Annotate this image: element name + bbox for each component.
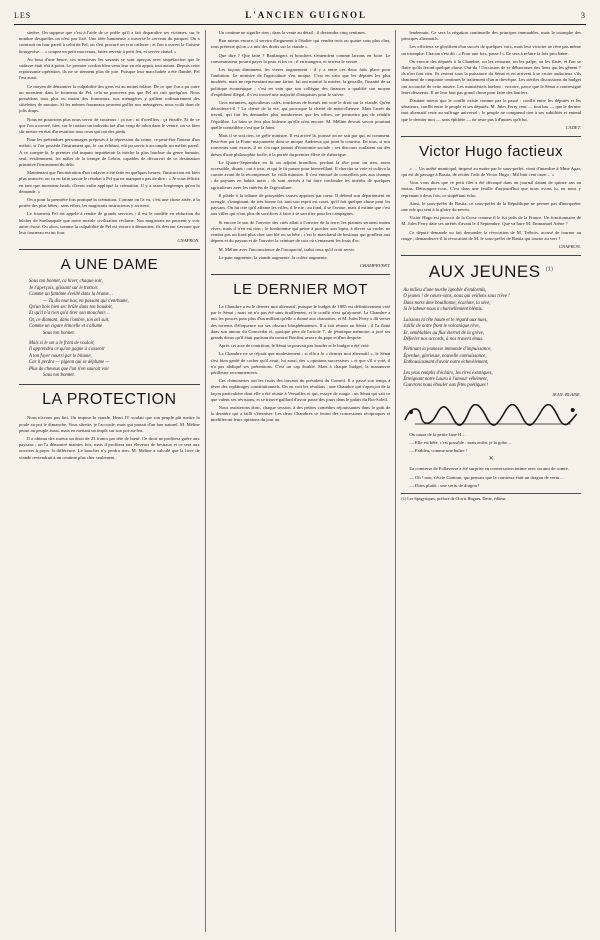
poem-line: Comme un fantôme éveillé dans la brume… xyxy=(29,292,113,298)
heading-aux-jeunes-text: AUX JEUNES xyxy=(428,262,541,282)
article-paragraph: Le pain augmente, la viande augmente, la colère augmente. xyxy=(218,254,328,260)
poem-aux-jeunes xyxy=(403,288,581,390)
poem-line: Mais si le sot a le front de vouloir, xyxy=(29,340,95,346)
poem-line: Les yeux remplis d'éclairs, les rires extatiques, xyxy=(403,370,493,376)
poem-line: Sous ton bonnet. xyxy=(43,330,75,336)
poem-a-une-dame xyxy=(29,279,200,379)
poem-line: Piétinant la jeunesse immonde d'impuissance, xyxy=(403,347,492,353)
column-2 xyxy=(205,30,396,932)
columns xyxy=(14,30,586,932)
poem-line: Jaillir de notre front le volcanique rêve, xyxy=(403,324,480,330)
poem-line: Plus de cheveux que l'on n'en saurait voir xyxy=(29,366,110,372)
heading-aux-jeunes xyxy=(401,262,581,282)
divider xyxy=(19,249,200,250)
poem-signature: JEAN. BLAISE. xyxy=(552,391,581,397)
article-paragraph: Le fourneau Pel est appelé à rendre de grands services ; il est le modèle en réduction du bûcher de Sardanapale que notre morale civilisation réclame. Nos magistrats ne peuvent y voir autre chose. Ou alors, comme la culpabilité de Pel est encore à démontrer, ils devront s'avouer que leur fourneau est un four. xyxy=(19,211,200,236)
masthead xyxy=(14,6,586,25)
poem-line: Comme un cigare étincelle et s'allume xyxy=(29,324,103,330)
ornament-heading-icon xyxy=(401,404,581,428)
poem-line: Étreignant notre Laura à l'amour véhément, xyxy=(403,376,488,382)
article-paragraph: On a pour la première fois pratiqué la crémation. Comme on l'a vu, c'est une chose aisée, à la portée des plus bêtes ; sans effort, les magistrats instructeurs y arrivent. xyxy=(19,197,200,209)
poem-line: Déferler nos accords, à nos travers émus. xyxy=(403,336,484,342)
article-signature: CHAMPEVERT. xyxy=(359,262,391,268)
poem-line: Éperdue, glorieuse, nouvelle connaissance, xyxy=(403,353,487,359)
poem-line: Si le labeur nous a charnellement blêmis. xyxy=(403,307,483,313)
divider xyxy=(401,136,581,137)
article-paragraph: On cause de la petite Jane H… xyxy=(409,431,466,437)
poem-line: — Tu dis tout bas, en passant qui s'enrhume, xyxy=(43,298,129,304)
article-paragraph: Un centime ne signifie rien ; dans la vente au détail : il deviendra cinq centimes. xyxy=(218,30,367,35)
article-paragraph: Victor Hugo est proscrit de la Corse comme il le fut jadis de la France. Un fonctionnaire de M. Jules Ferry date ses arrêtés d'avant le 4 Septembre. Que va faire M. Emmanuel Arène ? xyxy=(401,215,581,227)
article-signature: GNAFRON. xyxy=(177,238,200,244)
poem-line: Laissons la tête haute et le regard aux nues, xyxy=(403,317,488,323)
article-paragraph: Que dire ? Que faire ? Boulangers et bouchers s'entendent comme larrons en foire. Le consommateur pourra payer la peau et les os ; il en mangera, et serrera le ventre. xyxy=(210,52,391,64)
article-paragraph: Les façons diminuent, les vivres augmentent : il y a entre ces deux faits place pour l'ambition. Le ministre de l'agriculture s'en moque. C'est en vain que les députés les plus modérés, mais ne représentant aucune farine, lui ont montré la misère, la grisaille, l'inanité de sa politique économique ; c'est en vain que son collègue des finances a qualifié son moyen d'expédient illégal, il s'est trouvé une majorité d'iniquistes pour le suivre. xyxy=(210,67,391,97)
article-paragraph: On envoie des députés à la Chambre, on les retourne, on les palpe, on les flatte, et l'on se flatte qu'ils feront quelque chose. Oui-da ! l'occasion de se débarrasser des liens qui les gênent ? ils n'en font rien. Ils restent sous la puissance du Sénat et en arrivent à se croire audacieux s'ils dominent de cinquante centimes le traitement d'un archevêque. Les stériles discussions du budget ont accouché de cette misère. Les ministériels hurlent : victoire, parce que le Sénat a contresigné leurs désaveux. Il ne leur faut pas grand chose pour faire des lauriers. xyxy=(401,58,581,95)
poem-line: Qu'un bois bien sec brûle dans ton boudoir, xyxy=(29,304,113,310)
poem-line: Et qu'il n'a rien qu'à tirer son mouchoir… xyxy=(29,311,110,317)
article-paragraph: Vous vous dites que ce petit filet a été découpé dans un journal datant de quinze ans au moins. Détrompez-vous. C'est dans une feuille d'aujourd'hui que nous avons lu, en nous y reprenant à deux fois, ce stupéfiant écho. xyxy=(401,180,581,198)
article-paragraph: — Dites plutôt : une vertu de dragon ! xyxy=(409,482,480,488)
divider xyxy=(211,274,391,275)
poem-line: Car il perdra — pigeon qui se déplume — xyxy=(29,360,110,366)
poem-line: A ton foyer nourri par le bitume, xyxy=(29,353,92,359)
article-paragraph: Nous n'avons pas fini. On impose la viande. Henri IV voulait que son peuple pût mettre la poule au pot le dimanche. Vous sûrette, je l'accorde, mais qui partait d'un bon naturel. M. Méline pense au peuple aussi, mais en mettant un impôt sur son pot-au-feu. xyxy=(19,415,200,433)
poem-line: Au milieu d'une tourbe ignoble d'endormis, xyxy=(403,288,487,294)
article-paragraph: Maintenant que l'incinération d'un cadavre a été faite en quelques heures, l'instruction est bien plus avancée, on va en faire savoir le résultat à Pel qui ne manquera pas de dire : « Je vous félicite en tant que monsieur hardi, d'avoir enfin appliqué la crémation. Il y a assez longtemps qu'on la demande. » xyxy=(19,170,200,194)
article-signature: CADET. xyxy=(565,124,581,130)
article-paragraph: Ainsi, le sous-préfet de Bastia, ce sous-préfet de la République ne permet pas d'interpréter une ode qui sent à la gloire du neveu. xyxy=(401,200,581,213)
article-paragraph: Il a obtenu des rureux un droit de 25 francs par tête de bœuf. Ce droit ne profitera guère aux paysans ; on l'a démontré maintes fois, mais il profitera aux éleveurs de bestiaux et ce sera aux ouvriers à payer la différence. Le boucher n'y perdra rien. M. Méline a calculé que la livre de viande reviendrait à un centime plus cher seulement. xyxy=(19,436,200,460)
article-paragraph: D'autant mieux que le conflit existe comme par le passé : conflit entre les députés et les sénateurs, conflit entre le peuple et ses députés. M. Jules Ferry veut — tout bas — que le dernier mot alternatif reste au suffrage universel ; le peuple ne comprend rien à ses subtilités et entend que le dernier mot — sans épithète — ne reste pas à d'autres qu'à lui. xyxy=(401,98,581,122)
poem-line: Sous ton bonnet. xyxy=(43,372,75,378)
article-paragraph: Les officieux se glorifient d'un succès de quelques voix, mais leur victoire ne rêve pas même un triomphe. Chacun s'est dit : « Pour une fois, passe ! » Ce sera à refaire la fois prochaine. xyxy=(401,44,581,56)
separator-x: ✕ xyxy=(488,456,494,463)
article-paragraph: — Elle est bête, c'est possible : mais enfin, je la gobe… xyxy=(409,439,512,445)
article-paragraph: La Chambre ne se réjouit que modestement ; si elle a le « dernier mot alternatif », le Sénat s'est bien gardé de cacher qu'il avait, lui aussi, des « opinions successives » et que s'il a voté, il n'a pas abdiqué ses prétentions. C'est un cap doublé. Mais à chaque budget, la manœuvre périlleuse recommencera. xyxy=(210,351,391,375)
masthead-left: LES xyxy=(14,10,32,20)
page-number: 3 xyxy=(581,10,586,20)
article-paragraph: — Parbleu, comme une huître ! xyxy=(409,448,468,454)
heading-la-protection: LA PROTECTION xyxy=(42,391,177,409)
article-paragraph: — Oh ! non, s'écrie Gontran, qui pensais que la comtesse était un dragon de vertu… xyxy=(409,474,564,480)
article-paragraph: Il plaide à la tribune de pitoyables causes apprises par cœur. Il défend son département en aveugle, s'imaginant, de très bonne foi, tant son esprit est court, qu'il fait quelque chose pour les paysans. On lui crie qu'il affame les villes, il le nie ; au fond, il se l'avoue, mais il estime que c'est aux villes qui n'ont plus de sacrifices à faire à se sacrifier pour les campagnes. xyxy=(210,192,391,217)
article-paragraph: Mais il se soit rien, ce grêle ministre. Il est arrivé là, poussé on ne sait par qui, ni comment. Peut-être par la Franc-maçonnerie dont se moque Andrieux qui joint la courtisa. En tous, si nos souvenirs sont exacts, il ne s'occupa jamais d'économie sociale ; ses discours roulaient sur des thèses d'une philosophie facile, à la portée du premier élève de rhétorique. xyxy=(210,133,391,157)
poem-line: Il apprendra ce qu'on gagne à s'asseoir xyxy=(29,347,105,353)
footnote: (1) Les Spagyriques, préface de Clovis Hugues, Deste, éditeur. xyxy=(401,493,581,502)
poem-line: Je t'aperçois, glissant sur le trottoir. xyxy=(29,285,99,291)
article-paragraph: La Chambre a eu le dernier mot alternatif, puisque le budget de 1885 est définitivement voté par le Sénat ; mais on n'a pas été sans tiraillement, et le conflit n'est qu'ajourné. La Chambre a mis les pouces pour plus d'un million qu'elle a donné aux chanoines, et M. Jules Ferry a dû verser des torrents d'éloquence sur ses obscurs blasphémateurs. Il a fait réussir au Sénat ; il l'a flatté dans son amour du Concordat et, quoique père de l'article 7, de jésuitique mémoire, a juré ses grands dieux qu'il était partisan du contrat Bonfim, œuvre du pape et d'un despote. xyxy=(210,303,391,340)
poem-line: Dans notre âme bouillonne, écarlate, la sève, xyxy=(403,300,491,306)
article-paragraph: « … Un arrêté municipal, imposé au maire par le sous-préfet, vient d'interdire à Mme Agar, qui est de passage à Bastia, de réciter l'ode de Victor Hugo : Mil huit cent onze… » xyxy=(401,165,581,178)
heading-a-une-dame: A UNE DAME xyxy=(60,256,159,274)
poem-line: Couvrons nous ébouler aux fêtes poétiques ! xyxy=(403,383,489,389)
heading-victor-hugo-factieux: Victor Hugo factieux xyxy=(419,142,564,160)
poem-line: O jeunes ! de cœurs-sons, nous qui veillons sous trêve ! xyxy=(403,294,510,300)
article-paragraph: lendemain. Ce sera la négation continuelle des principes immuables, mais le triomphe des principes alternatifs. xyxy=(401,30,581,42)
calligraphic-ornament-icon xyxy=(401,404,581,428)
article-paragraph: La comtesse de Follavesse a été surprise en conversation intime avec un ami de comte. xyxy=(409,466,569,472)
heading-le-dernier-mot: LE DERNIER MOT xyxy=(233,280,368,298)
column-3 xyxy=(395,30,586,932)
poem-line: Or, ce diamant, dans l'ombre, ton œil suit, xyxy=(29,317,110,323)
article-paragraph: Bon mieux encore, il servira d'argument à l'étalier qui vendra trois ou quatre sous plus cher, sous prétexte qu'on « a mis des droits sur la viande ». xyxy=(210,38,391,50)
poem-line: Enthousiasmant d'avoir notre échevèlement, xyxy=(403,360,489,366)
article-paragraph: Si encore le son de l'ouvrier des cités allait à l'ouvrier de la terre, les plaintes seraient moins vives, mais il n'en est rien ; le bonhomme qui peine à piocher son lopin, à élever sa vache, ne vendra pas un liard plus cher son blé ou sa bête ; c'est le marchand de bestiaux qui gonflera aux dépens et du paysan et de l'ouvrier la ceinture de cuir où s'entassent les louis d'or. xyxy=(210,219,391,244)
article-paragraph: Après cet acte de contrition, le Sénat se pouvait pas bouder et le budget a été voté. xyxy=(218,343,370,349)
article-paragraph: Au bout d'une heure, ces messieurs les savants se sont aperçus avec stupéfaction que le cadavre était rôti à point. Le premier cordon bleu venu leur en eût appris tout autant. Depuis cette repoussante opération, ils ne se tiennent plus de joie. Puisque leur macchabée a été flambé, Pel l'est aussi. xyxy=(19,56,200,81)
article-paragraph: M. Méline avec l'inconscience de l'incapacité, trahit ceux qu'il croit servir. xyxy=(218,246,355,252)
article-paragraph: Le Quatre-Septembre en fit un adjoint bronillon, perdant la tête pour un rien, assez accessible, disant : oui à tous, et qui le fit passer pour bienveillant. Il chercha sa voie et cultiva la carotte avant de la récompenser. Le voilà ministre. Il s'est entouré de conseillers pris aux champs ; de paysans en habits noirs ; ils sont arrivés à lui faire confondre les intérêts de quelques agriculteurs avec les intérêts de l'agriculture. xyxy=(210,159,391,190)
article-paragraph: Pour les prétendues personnages préposés à la répression du crime, ce peut-être l'auteur d'un méfait, si l'on possède l'instrument qui, le cas échéant, eût pu servir à accomplir un méfait pareil. A ce compte-là, le premier rôd impuni inquiéterait la mèche la plus lauchue du genre humain, seul, évidemment, les mâles de la trempe de Lebon, capables de découvrir de ce destination primitive l'instrument du délit. xyxy=(19,137,200,168)
masthead-title: L'ANCIEN GUIGNOL xyxy=(245,10,367,20)
article-paragraph: Nous assisterons donc, chaque session, à des petites comédies réjouissantes dans le goût de la dernière qui a failli s'éterniser. Les deux Chambres se feront des concessions réciproques et modifieront leurs opinions du jour au xyxy=(210,404,391,423)
poem-line: Sous ton bonnet, ca hiver, chaque soir, xyxy=(29,279,103,285)
article-paragraph: sinière. On suppose que c'est à l'aide de ce poêle qu'il a fait disparaître ses victimes, sur le nombre desquelles on n'est pas fixé. Une idée lumineuse a traversé le cerveau du parquet. On a construit un four pareil à celui de Pel, on s'est procuré un vrai cadavre ; et l'on a ouvert la Cuisine bourgeoise… « coupez en petit morceaux, faites revenir à petit feu, et servez chaud. » xyxy=(19,30,200,54)
article-paragraph: Ce député demande ou fait demander la révocation de M. Trébois, accusé de tourner au rouge ; demandera-t-il la révocation de M. le sous-préfet de Bastia qui tourne au vert ? xyxy=(401,229,581,241)
divider xyxy=(19,384,200,385)
column-1 xyxy=(14,30,205,932)
poem-line: Et, semblables au flux éternel de la grève, xyxy=(403,330,484,336)
article-signature: GNAFRON. xyxy=(558,244,581,250)
footnote-ref: (1) xyxy=(545,266,554,273)
article-paragraph: Gros meuniers, agriculteurs calés, toucheurs de boeufs ont voté le droit sur la viande. Qu'en découlera-t-il ? La cherté de la vie, qui provoque la cherté de main-d'œuvre. Mais l'arrêt du travail, qui fait les demandes plus nombreuses que les offres, ne permettra pas de rétablir l'équilibre. La faim se fera plus hideuse qu'elle n'est encore. M. Méline devrait savoir pourtant quelle conseillère c'est que la faim. xyxy=(210,100,391,130)
article-paragraph: Ces chinoiseries ont les fruits des travaux du président du Conseil. Il a passé son temps à rêver des replâtrages constitutionnels. On en voit les résultats : une Chambre qui s'aperçoit de la façon particulière dont elle a été réunie à Versailles et qui, essaye de rougir ; un Sénat qui sait ce que valent ses révisions, et se trouve gaillard d'avoir passé des jours dans le palais du Roi-Soleil. xyxy=(210,378,391,402)
article-paragraph: Nous ne pourrions plus nous servir de couteaux : ça tue ; ni d'oreillers : ça étouffe. Et de ce que l'on a trouvé, hier, sur le trottoir un individu tué d'un coup de talon dans le ventre, on va bien sûr mettre en état d'arrestation tous ceux qui ont des pieds. xyxy=(19,116,200,135)
divider xyxy=(401,255,581,256)
article-paragraph: Ce moyen de démontrer la culpabilité des gens est au moins folâtre. De ce que l'on a pu cuire un monsieur dans le fourneau de Pel, cela ne prouvera pas que Pel ait cuit quelqu'un. Nous possédons tous plus ou moins des fourneaux, nos ménagères y grillent ordinairement des côtelettes de mouton. Si les mêmes fourneaux peuvent griller nos ménagères, nous voilà dans de jolis draps. xyxy=(19,83,200,114)
